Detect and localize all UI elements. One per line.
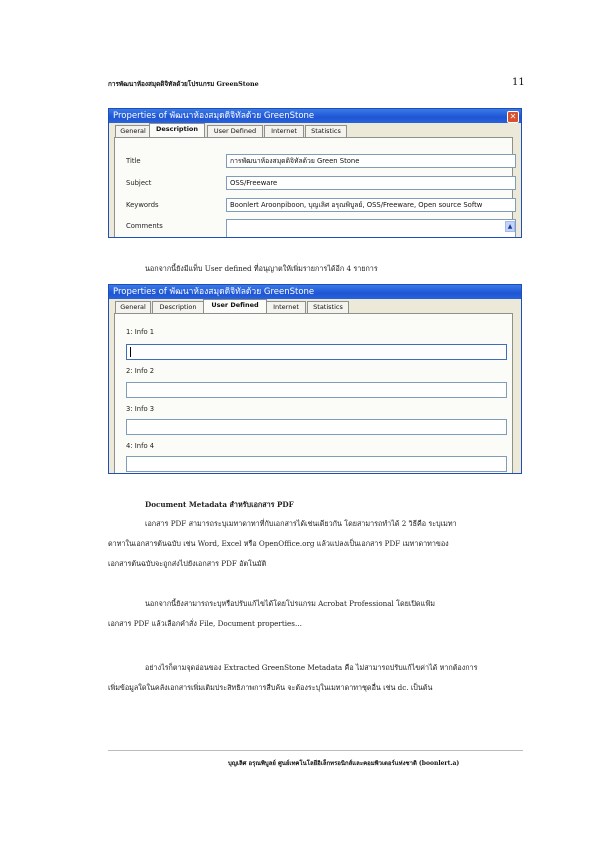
tab-strip [109, 299, 521, 313]
subject-field[interactable]: OSS/Freeware [226, 176, 516, 190]
paragraph-line: ดาทาในเอกสารต้นฉบับ เช่น Word, Excel หรือ OpenOffice.org แล้วแปลงเป็นเอกสาร PDF เมทาดาทาของ [108, 539, 449, 548]
paragraph-line: นอกจากนี้ยังสามารถระบุหรือปรับแก้ไขได้โดยโปรแกรม Acrobat Professional โดยเปิดแฟ้ม [145, 599, 436, 608]
dialog-titlebar [109, 109, 521, 123]
footer-text: บุญเลิศ อรุณพิบูลย์ ศูนย์เทคโนโลยีอิเล็กทรอนิกส์และคอมพิวเตอร์แห่งชาติ (boonlert.a) [228, 760, 460, 767]
tab-statistics[interactable]: Statistics [305, 125, 347, 137]
close-icon[interactable]: ✕ [507, 111, 519, 123]
field-label-comments: Comments [126, 222, 163, 230]
info-3-field[interactable] [126, 419, 507, 435]
paragraph-line: เอกสารต้นฉบับจะถูกส่งไปยังเอกสาร PDF อัตโนมัติ [108, 559, 267, 568]
paragraph-line: อย่างไรก็ตามจุดอ่อนของ Extracted GreenStone Metadata คือ ไม่สามารถปรับแก้ไขค่าได้ หากต้องการ [145, 663, 478, 672]
paragraph-3 [108, 658, 477, 698]
tab-general[interactable]: General [115, 125, 151, 137]
paragraph-line: เอกสาร PDF แล้วเลือกคำสั่ง File, Document properties... [108, 619, 302, 628]
title-field[interactable]: การพัฒนาห้องสมุดดิจิทัลด้วย Green Stone [226, 154, 516, 168]
tab-general[interactable]: General [115, 301, 151, 313]
tab-strip [109, 123, 521, 137]
field-label-info-3: 3: Info 3 [126, 405, 155, 413]
scroll-up-icon[interactable]: ▲ [505, 221, 515, 232]
field-label-info-1: 1: Info 1 [126, 328, 155, 336]
properties-dialog-user-defined [108, 284, 522, 474]
user-defined-panel [114, 313, 513, 473]
caption-user-defined: นอกจากนี้ยังมีแท็บ User defined ที่อนุญาตให้เพิ่มรายการได้อีก 4 รายการ [145, 264, 378, 273]
tab-internet[interactable]: Internet [264, 125, 304, 137]
dialog-titlebar [109, 285, 521, 299]
description-panel [114, 137, 513, 237]
tab-internet[interactable]: Internet [266, 301, 306, 313]
field-label-title: Title [126, 157, 141, 165]
paragraph-line: เพิ่มข้อมูลใดในคลังเอกสารเพิ่มเติมประสิทธิภาพการสืบค้น จะต้องระบุในเมทาดาทาชุดอื่น เช่น dc. เป็นต้น [108, 683, 433, 692]
keywords-field[interactable]: Boonlert Aroonpiboon, บุญเลิศ อรุณพิบูลย์, OSS/Freeware, Open source Softw [226, 198, 516, 212]
tab-description[interactable]: Description [149, 123, 205, 137]
field-label-info-4: 4: Info 4 [126, 442, 155, 450]
info-4-field[interactable] [126, 456, 507, 472]
page-number: 11 [512, 77, 525, 88]
properties-dialog-description [108, 108, 522, 238]
field-label-info-2: 2: Info 2 [126, 367, 155, 375]
field-label-subject: Subject [126, 179, 152, 187]
paragraph-1 [108, 514, 457, 574]
field-label-keywords: Keywords [126, 201, 159, 209]
dialog-title: Properties of พัฒนาห้องสมุดดิจิทัลด้วย GreenStone [113, 287, 315, 297]
info-2-field[interactable] [126, 382, 507, 398]
footer-divider [108, 750, 523, 751]
tab-user-defined[interactable]: User Defined [203, 299, 267, 313]
paragraph-line: เอกสาร PDF สามารถระบุเมทาดาทาที่กับเอกสารได้เช่นเดียวกัน โดยสามารถทำได้ 2 วิธีคือ ระบุเมทา [145, 519, 457, 528]
info-1-field[interactable] [126, 344, 507, 360]
section-heading: Document Metadata สำหรับเอกสาร PDF [145, 500, 294, 509]
tab-statistics[interactable]: Statistics [307, 301, 349, 313]
tab-description[interactable]: Description [152, 301, 204, 313]
tab-user-defined[interactable]: User Defined [207, 125, 263, 137]
dialog-title: Properties of พัฒนาห้องสมุดดิจิทัลด้วย GreenStone [113, 111, 315, 121]
text-cursor [130, 347, 131, 357]
header-title: การพัฒนาห้องสมุดดิจิทัลด้วยโปรแกรม GreenStone [108, 80, 259, 88]
comments-field[interactable] [226, 219, 516, 238]
paragraph-2 [108, 594, 435, 634]
